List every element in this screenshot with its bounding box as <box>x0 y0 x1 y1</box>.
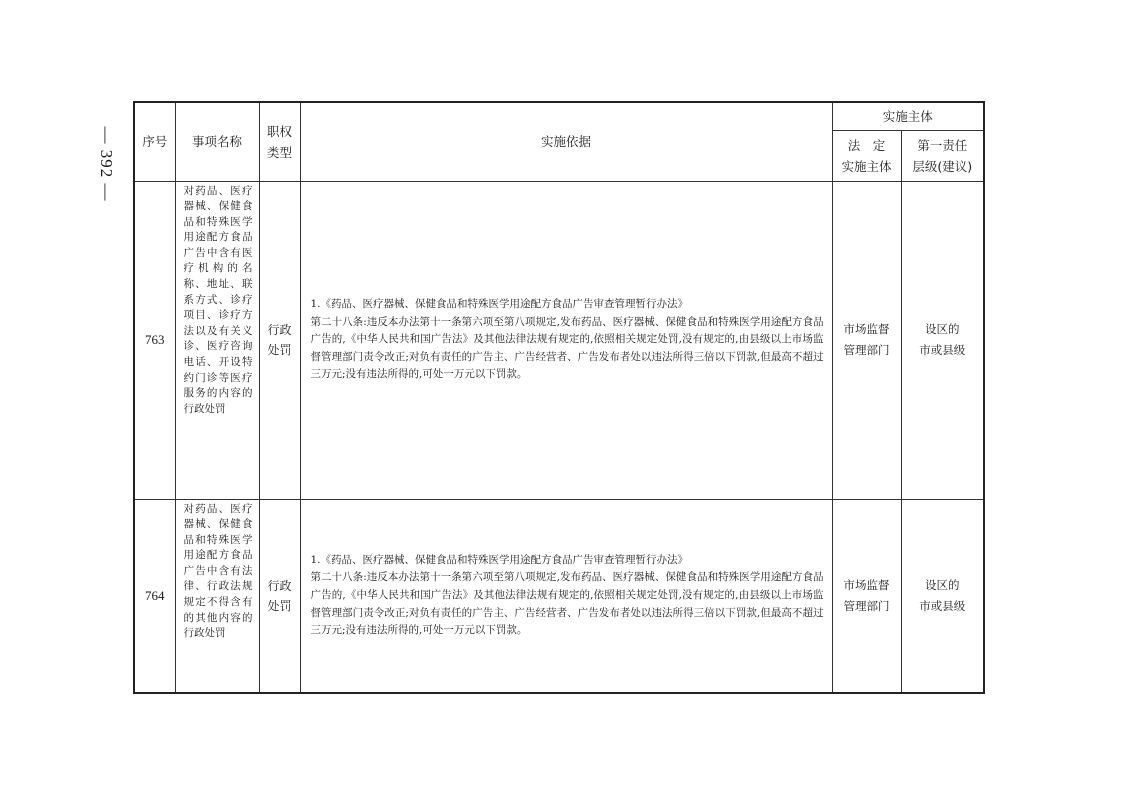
header-level-line2: 层级(建议) <box>912 158 973 174</box>
row-responsibility-level <box>901 499 984 693</box>
row-seq: 763 <box>134 181 175 499</box>
row-legal-basis <box>300 499 832 693</box>
regulation-table <box>133 101 985 694</box>
row-basis-title: 1.《药品、医疗器械、保健食品和特殊医学用途配方食品广告审查管理暂行办法》 <box>310 553 689 566</box>
row-legal-line1: 市场监督 <box>843 577 890 592</box>
row-legal-line2: 管理部门 <box>843 343 890 357</box>
header-basis: 实施依据 <box>300 102 832 181</box>
row-type-line1: 行政 <box>267 323 292 337</box>
row-basis-text: 第二十八条:违反本办法第十一条第六项至第八项规定,发布药品、医疗器械、保健食品和特殊医学用途配方食品广告的,《中华人民共和国广告法》及其他法律法规有规定的,依照相关规定处罚,没有规定的,由县级以上市场监督管理部门责令改正;对负有责任的广告主、广告经营者、广告发布者处以违法所得三倍以下罚款,但最高不超过三万元;没有违法所得的,可处一万元以下罚款。 <box>310 571 824 637</box>
header-seq: 序号 <box>134 102 175 181</box>
table-row <box>134 499 984 693</box>
row-seq: 764 <box>134 499 175 693</box>
row-type-line1: 行政 <box>267 578 292 593</box>
row-legal-subject <box>832 181 901 499</box>
row-item-name-text: 对药品、医疗器械、保健食品和特殊医学用途配方食品广告中含有法律、行政法规规定不得含有的其他内容的行政处罚 <box>183 502 253 640</box>
header-legal-line2: 实施主体 <box>841 158 892 174</box>
header-row-top <box>134 102 984 130</box>
row-level-line1: 设区的 <box>925 577 960 592</box>
header-name: 事项名称 <box>175 102 259 181</box>
row-legal-basis <box>300 181 832 499</box>
page-number: — 392 — <box>97 126 116 202</box>
row-basis-title: 1.《药品、医疗器械、保健食品和特殊医学用途配方食品广告审查管理暂行办法》 <box>310 298 689 311</box>
header-subject-group: 实施主体 <box>832 102 984 130</box>
row-legal-line1: 市场监督 <box>843 322 890 336</box>
header-type <box>259 102 300 181</box>
row-item-name <box>175 181 259 499</box>
header-legal-line1: 法 定 <box>847 137 886 153</box>
row-responsibility-level <box>901 181 984 499</box>
header-type-line1: 职权 <box>266 123 292 139</box>
row-level-line2: 市或县级 <box>919 598 966 613</box>
row-item-name-text: 对药品、医疗器械、保健食品和特殊医学用途配方食品广告中含有医疗机构的名称、地址、联系方式、诊疗项目、诊疗方法以及有关义诊、医疗咨询电话、开设特约门诊等医疗服务的内容的行政处罚 <box>183 184 253 415</box>
row-type-line2: 处罚 <box>267 598 292 613</box>
row-basis-text: 第二十八条:违反本办法第十一条第六项至第八项规定,发布药品、医疗器械、保健食品和特殊医学用途配方食品广告的,《中华人民共和国广告法》及其他法律法规有规定的,依照相关规定处罚,没有规定的,由县级以上市场监督管理部门责令改正;对负有责任的广告主、广告经营者、广告发布者处以违法所得三倍以下罚款,但最高不超过三万元;没有违法所得的,可处一万元以下罚款。 <box>310 315 824 381</box>
header-level-line1: 第一责任 <box>917 137 968 153</box>
row-type-line2: 处罚 <box>267 343 292 357</box>
table-row <box>134 181 984 499</box>
row-legal-subject <box>832 499 901 693</box>
header-type-line2: 类型 <box>266 144 292 160</box>
row-authority-type <box>259 499 300 693</box>
row-legal-line2: 管理部门 <box>843 598 890 613</box>
header-legal-subject <box>832 130 901 181</box>
row-level-line2: 市或县级 <box>919 343 966 357</box>
header-responsibility-level <box>901 130 984 181</box>
row-authority-type <box>259 181 300 499</box>
row-item-name <box>175 499 259 693</box>
row-level-line1: 设区的 <box>925 322 960 336</box>
